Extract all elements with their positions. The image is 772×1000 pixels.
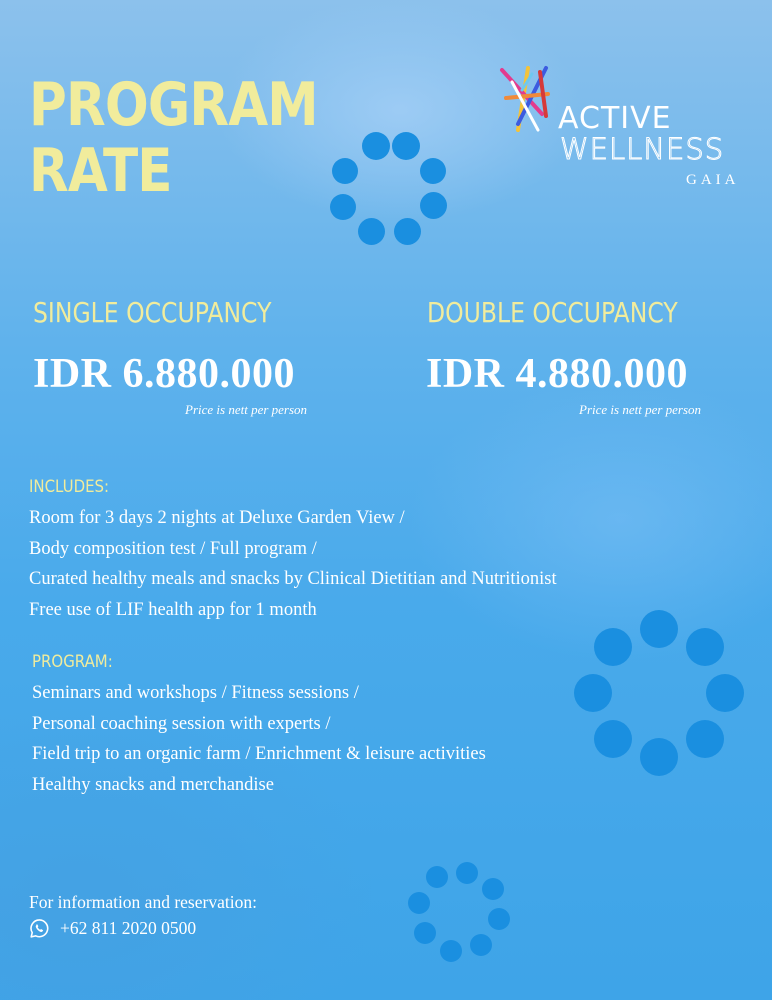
decor-dot xyxy=(640,738,678,776)
includes-list xyxy=(29,503,557,625)
decor-dot xyxy=(394,218,421,245)
includes-item: Body composition test / Full program / xyxy=(29,538,317,559)
dot-ring-decoration-top xyxy=(328,130,452,250)
decor-dot xyxy=(408,892,430,914)
contact-label: For information and reservation: xyxy=(29,892,257,912)
active-wellness-star-icon xyxy=(498,64,556,136)
double-occupancy-price: IDR 4.880.000 xyxy=(426,351,689,397)
double-price-note: Price is nett per person xyxy=(579,402,702,417)
double-occupancy-label: DOUBLE OCCUPANCY xyxy=(427,296,678,329)
dot-ring-decoration-middle xyxy=(572,610,746,776)
decor-dot xyxy=(594,628,632,666)
decor-dot xyxy=(358,218,385,245)
decor-dot xyxy=(392,132,420,160)
title-line-2: RATE xyxy=(29,136,172,206)
decor-dot xyxy=(420,158,446,184)
whatsapp-icon xyxy=(29,918,50,939)
program-item: Healthy snacks and merchandise xyxy=(32,774,274,795)
dot-ring-decoration-bottom xyxy=(406,862,512,964)
single-occupancy-price: IDR 6.880.000 xyxy=(33,351,296,397)
decor-dot xyxy=(362,132,390,160)
logo-text-gaia: GAIA xyxy=(686,172,740,188)
decor-dot xyxy=(414,922,436,944)
contact-phone-row[interactable] xyxy=(29,918,196,939)
page-title xyxy=(29,72,318,204)
includes-item: Curated healthy meals and snacks by Clinical Dietitian and Nutritionist xyxy=(29,569,557,589)
logo-text-wellness: WELLNESS xyxy=(560,132,725,166)
decor-dot xyxy=(686,720,724,758)
active-wellness-logo xyxy=(498,64,758,194)
decor-dot xyxy=(482,878,504,900)
program-item: Personal coaching session with experts / xyxy=(32,713,331,734)
decor-dot xyxy=(456,862,478,884)
decor-dot xyxy=(640,610,678,648)
program-list xyxy=(32,678,486,800)
contact-phone-number[interactable]: +62 811 2020 0500 xyxy=(60,918,197,938)
single-occupancy-label: SINGLE OCCUPANCY xyxy=(33,296,272,329)
decor-dot xyxy=(686,628,724,666)
decor-dot xyxy=(706,674,744,712)
decor-dot xyxy=(440,940,462,962)
decor-dot xyxy=(420,192,447,219)
program-item: Seminars and workshops / Fitness sessions / xyxy=(32,683,359,703)
decor-dot xyxy=(574,674,612,712)
decor-dot xyxy=(332,158,358,184)
program-item: Field trip to an organic farm / Enrichment & leisure activities xyxy=(32,744,486,764)
title-line-1: PROGRAM xyxy=(29,70,318,140)
logo-text-active: ACTIVE xyxy=(558,101,672,136)
single-price-note: Price is nett per person xyxy=(185,402,308,417)
decor-dot xyxy=(594,720,632,758)
decor-dot xyxy=(330,194,356,220)
includes-item: Free use of LIF health app for 1 month xyxy=(29,599,317,620)
program-heading: PROGRAM: xyxy=(32,652,113,672)
includes-heading: INCLUDES: xyxy=(29,477,110,497)
includes-item: Room for 3 days 2 nights at Deluxe Garden View / xyxy=(29,508,405,528)
decor-dot xyxy=(470,934,492,956)
decor-dot xyxy=(426,866,448,888)
decor-dot xyxy=(488,908,510,930)
